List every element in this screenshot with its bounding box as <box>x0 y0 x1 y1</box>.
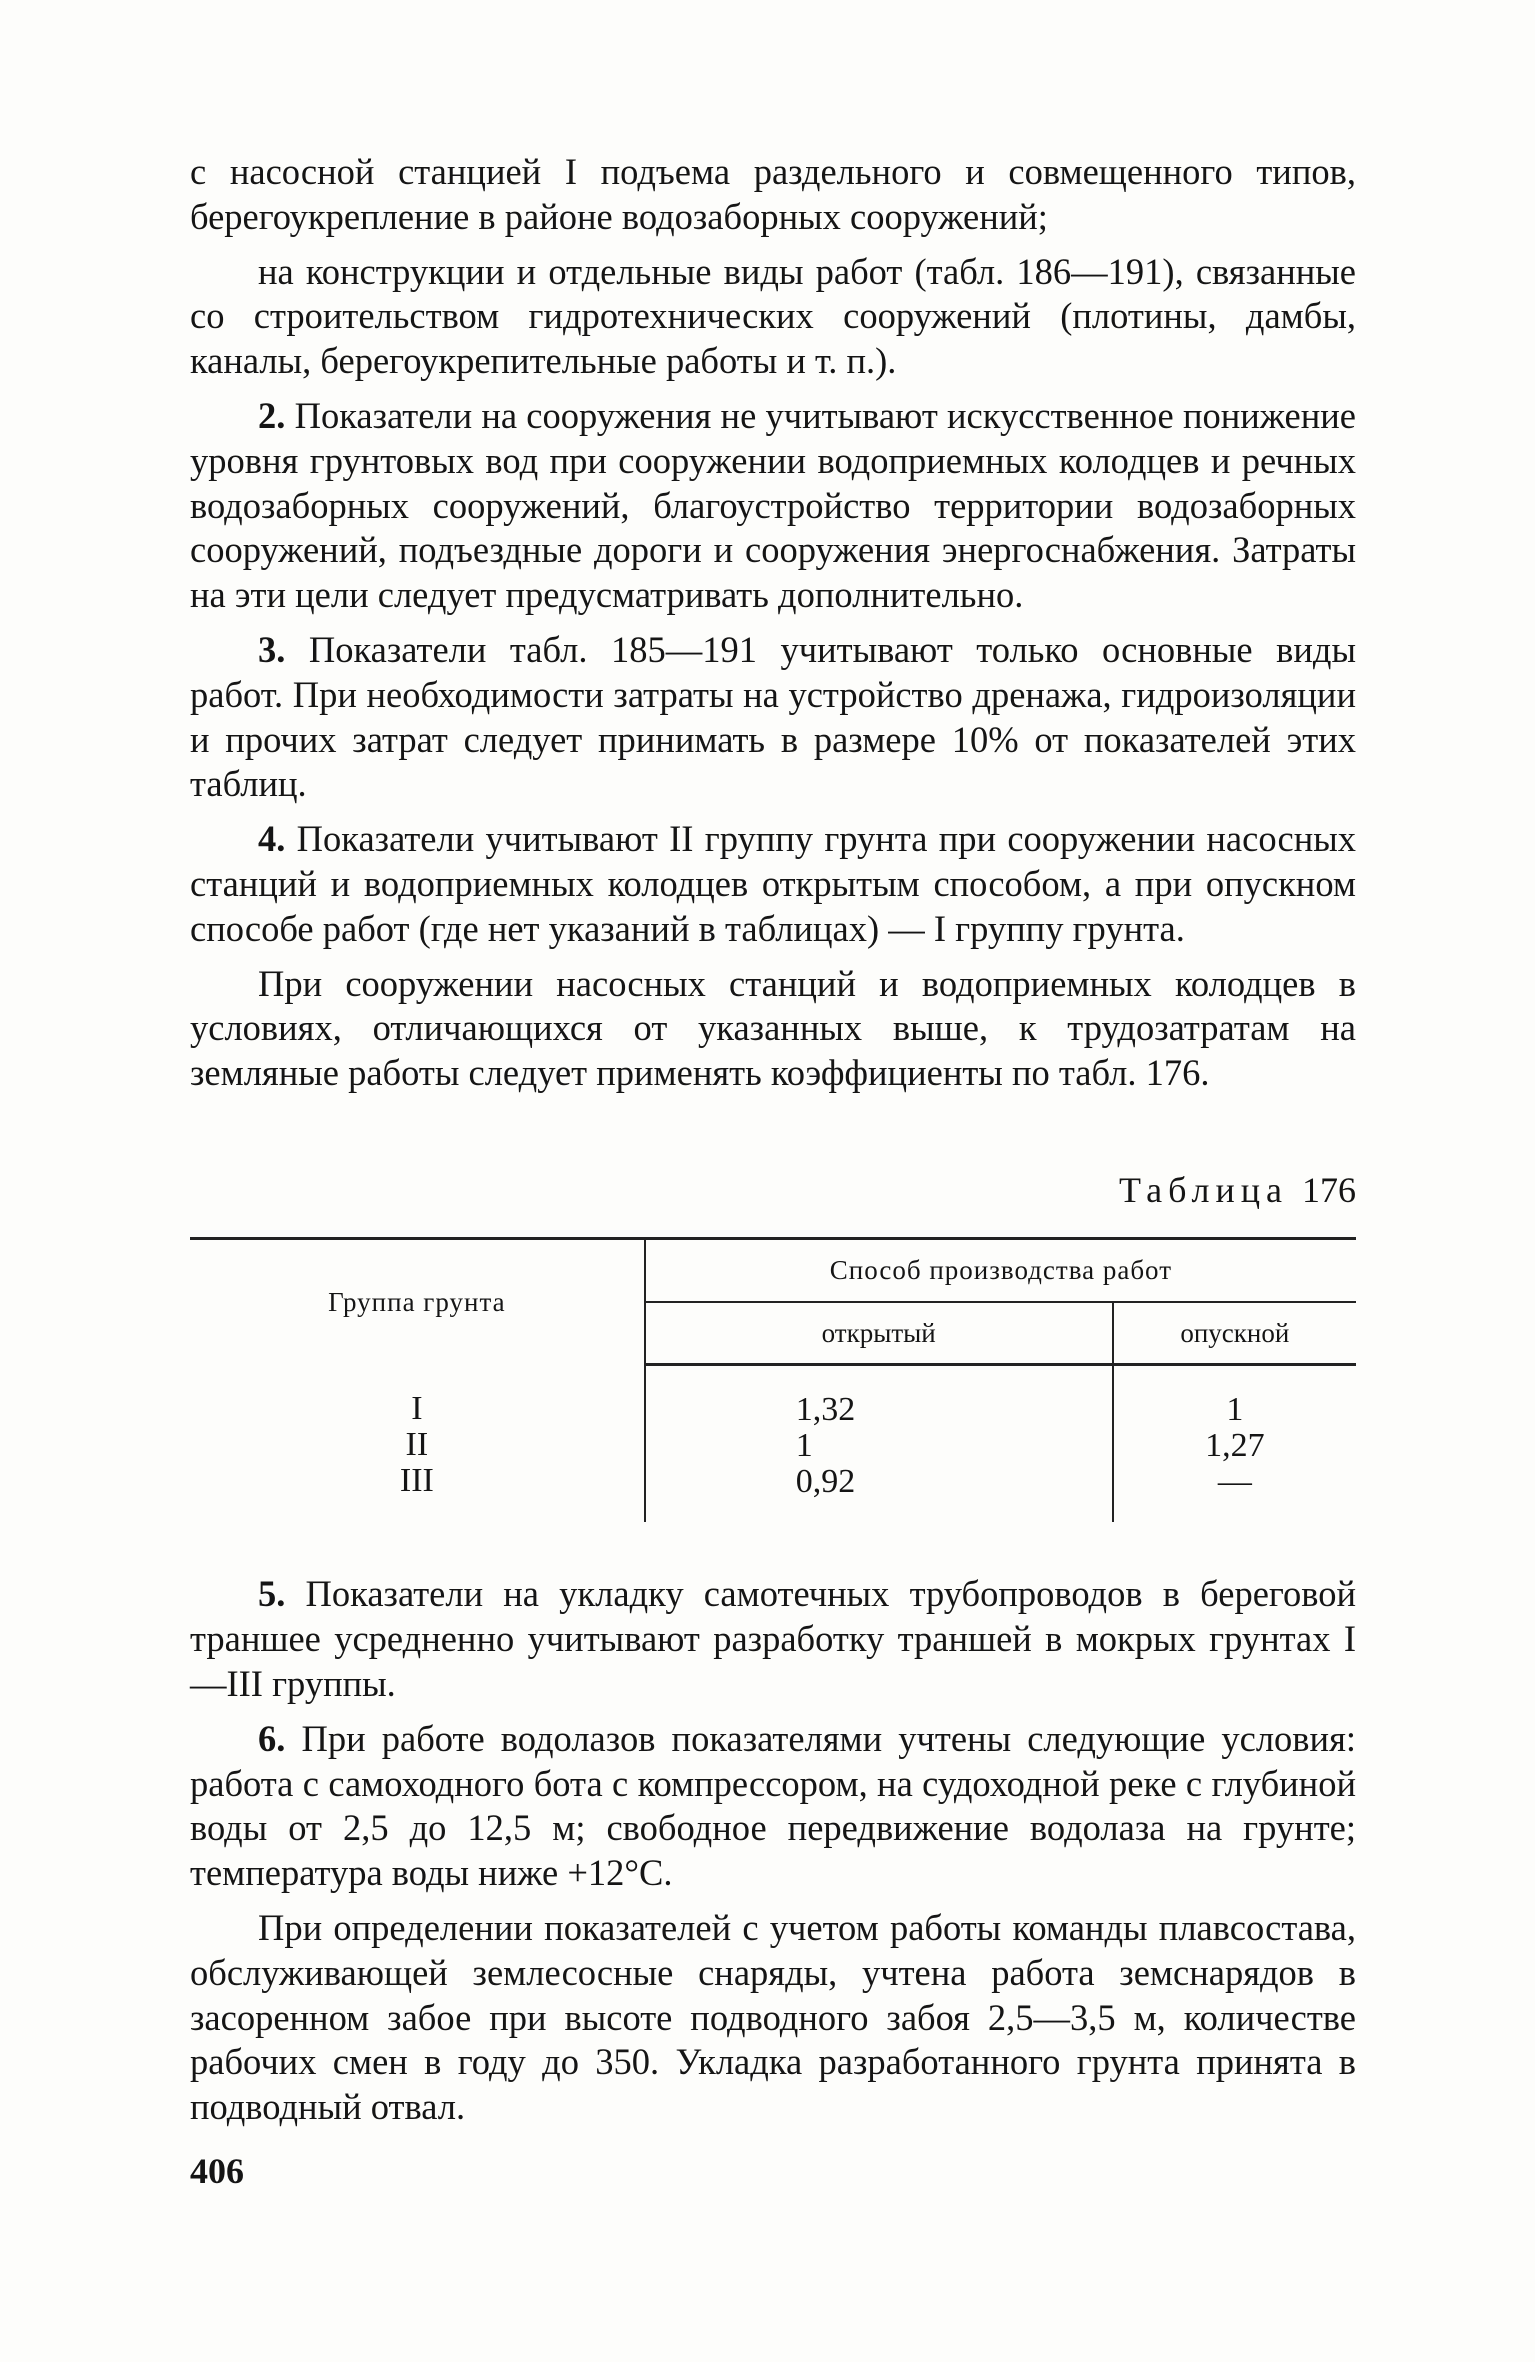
paragraph-number: 5. <box>258 1573 286 1615</box>
paragraph <box>190 1906 1356 2130</box>
paragraph-number: 6. <box>258 1717 286 1759</box>
paragraph-number: 4. <box>258 818 286 860</box>
header-soil-group: Группа грунта <box>328 1286 506 1317</box>
paragraph <box>190 817 1356 951</box>
cell-open-values <box>645 1365 1113 1523</box>
coefficient-table <box>190 1237 1356 1523</box>
header-work-method: Способ производства работ <box>645 1238 1356 1301</box>
paragraph-text: на конструкции и отдельные виды работ (табл. 186—191), связанные со строительством гидротехнических сооружений (плотины, дамбы, каналы, берегоукрепительные работы и т. п.). <box>190 250 1356 382</box>
paragraph-text: с насосной станцией I подъема раздельного и совмещенного типов, берегоукрепление в районе водозаборных сооружений; <box>190 151 1356 237</box>
paragraph-text: Показатели на укладку самотечных трубопроводов в береговой траншее усредненно учитывают разработку траншей в мокрых грунтах I—III группы. <box>190 1573 1356 1704</box>
paragraph-text: При работе водолазов показателями учтены следующие условия: работа с самоходного бота с компрессором, на судоходной реке с глубиной воды от 2,5 до 12,5 м; свободное передвижение водолаза на грунте; температура воды ниже +12°С. <box>190 1717 1356 1894</box>
paragraph-number: 2. <box>258 394 286 436</box>
paragraph-text: Показатели табл. 185—191 учитывают только основные виды работ. При необходимости затраты на устройство дренажа, гидроизоляции и прочих затрат следует принимать в размере 10% от показателей этих таблиц. <box>190 628 1356 805</box>
table-caption <box>190 1168 1356 1213</box>
table-caption-word: Таблица <box>1119 1169 1288 1210</box>
cell-group: III <box>399 1461 434 1499</box>
table-body-row <box>190 1365 1356 1523</box>
paragraphs-top <box>190 150 1356 1096</box>
paragraph <box>190 628 1356 807</box>
paragraph <box>190 1572 1356 1706</box>
page-number: 406 <box>190 2151 244 2191</box>
cell-sink-values <box>1113 1365 1356 1523</box>
paragraph <box>190 150 1356 240</box>
paragraph <box>190 1717 1356 1896</box>
cell-sink: 1 <box>1226 1391 1244 1429</box>
page-body <box>190 150 1356 2130</box>
cell-open: 0,92 <box>795 1463 856 1501</box>
paragraph-text: При определении показателей с учетом работы команды плавсостава, обслуживающей землесосные снаряды, учтена работа земснарядов в засоренном забое при высоте подводного забоя 2,5—3,5 м, количестве рабочих смен в году до 350. Укладка разработанного грунта принята в подводный отвал. <box>190 1906 1356 2128</box>
cell-open: 1 <box>795 1427 813 1465</box>
paragraph-text: Показатели учитывают II группу грунта при сооружении насосных станций и водоприемных колодцев открытым способом, а при опускном способе работ (где нет указаний в таблицах) — I группу грунта. <box>190 818 1356 949</box>
paragraphs-bottom <box>190 1572 1356 2130</box>
cell-sink: — <box>1217 1463 1252 1501</box>
cell-group: I <box>411 1389 423 1427</box>
header-open: открытый <box>645 1302 1113 1365</box>
header-sink: опускной <box>1113 1302 1356 1365</box>
paragraph <box>190 250 1356 384</box>
paragraph-number: 3. <box>258 628 286 670</box>
paragraph-text: При сооружении насосных станций и водоприемных колодцев в условиях, отличающихся от указанных выше, к трудозатратам на земляные работы следует применять коэффициенты по табл. 176. <box>190 962 1356 1094</box>
cell-open: 1,32 <box>795 1391 856 1429</box>
paragraph <box>190 962 1356 1096</box>
cell-group: II <box>405 1425 429 1463</box>
paragraph-text: Показатели на сооружения не учитывают искусственное понижение уровня грунтовых вод при сооружении водоприемных колодцев и речных водозаборных сооружений, благоустройство территории водозаборных сооружений, подъездные дороги и сооружения энергоснабжения. Затраты на эти цели следует предусматривать дополнительно. <box>190 394 1356 616</box>
paragraph <box>190 394 1356 618</box>
cell-sink: 1,27 <box>1205 1427 1265 1465</box>
table-caption-number: 176 <box>1302 1169 1356 1210</box>
cell-groups <box>190 1365 645 1523</box>
